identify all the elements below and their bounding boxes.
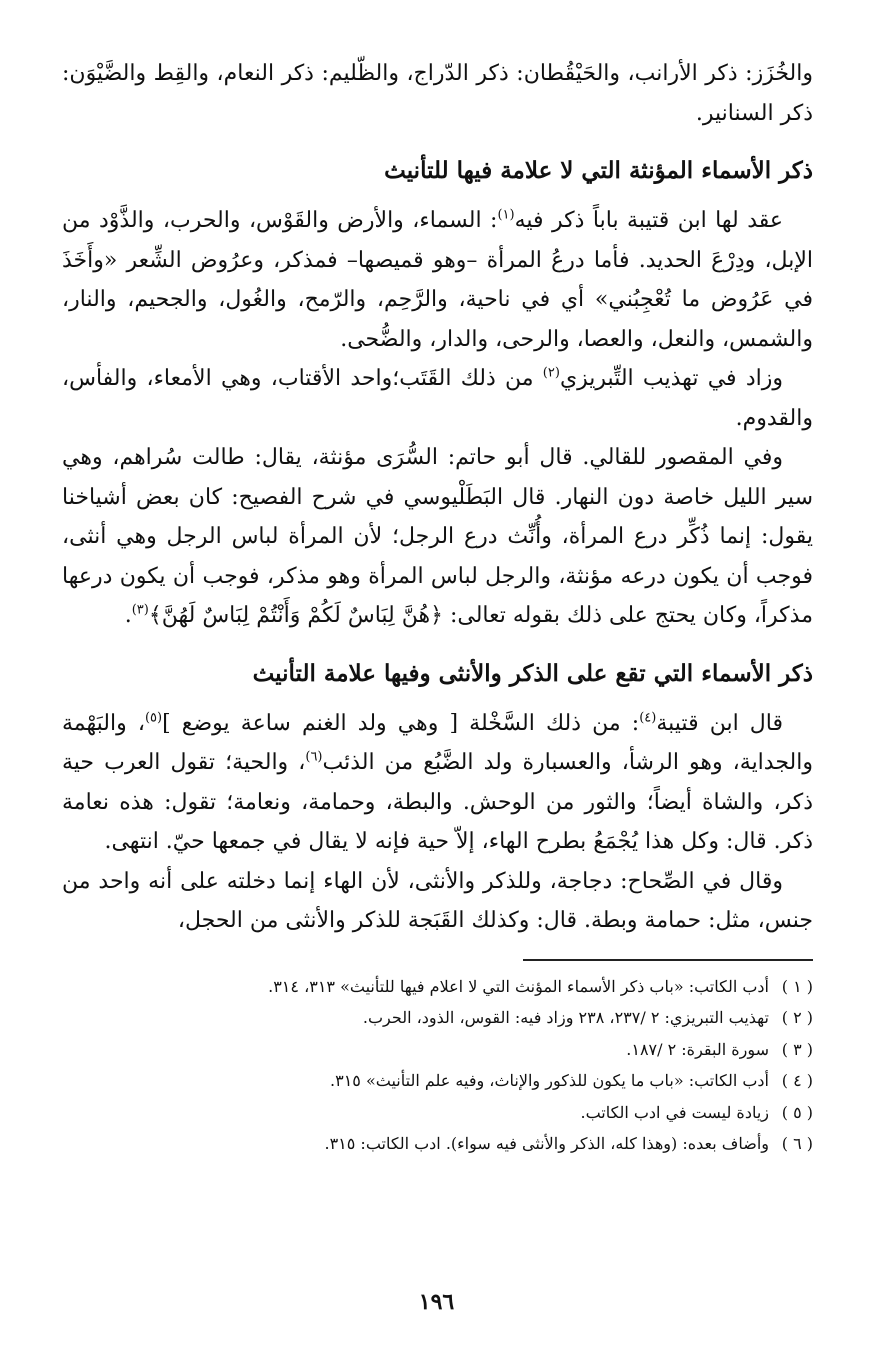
paragraph-text: : السماء، والأرض والقَوْس، والحرب، والذَّوْد من الإبل، ودِرْعَ الحديد. فأما درعُ المرأة –وهو قميصها– فمذكر، وعرُوض الشِّعر «وأَخَذَ في عَرُوض ما تُعْجِبُني» أي في ناحية، والرَّحِم، والرّمح، والغُول، والجحيم، والنار، والشمس، والنعل، والعصا، والرحى، والدار، والضُّحى. bbox=[62, 208, 813, 352]
footnote-number: ( ٦ ) bbox=[781, 1134, 813, 1153]
footnote-text: تهذيب التبريزي: ٢ /٢٣٧، ٢٣٨ وزاد فيه: القوس، الذود، الحرب. bbox=[362, 1008, 769, 1027]
section-heading-feminine-nouns: ذكر الأسماء المؤنثة التي لا علامة فيها للتأنيث bbox=[384, 157, 813, 184]
paragraph-tabrizi bbox=[62, 359, 813, 438]
footnote-item bbox=[62, 1065, 813, 1097]
paragraph-text: وفي المقصور للقالي. قال أبو حاتم: السُّرَى مؤنثة، يقال: طالت سُراهم، وهي سير الليل خاصة دون النهار. قال البَطَلْيوسي في شرح الفصيح: كان بعض أشياخنا يقول: إنما ذُكِّر درع المرأة، وأُنِّث درع الرجل؛ لأن المرأة لباس الرجل وهي أنثى، فوجب أن يكون درعه مؤنثة، والرجل لباس المرأة وهو مذكر، فوجب أن يكون درعها مذكراً، وكان يحتج على ذلك بقوله تعالى: ﴿هُنَّ لِبَاسٌ لَكُمْ وَأَنْتُمْ لِبَاسٌ لَهُنَّ﴾ bbox=[62, 445, 813, 628]
footnote-text: أدب الكاتب: «باب ذكر الأسماء المؤنث التي لا اعلام فيها للتأنيث» ٣١٣، ٣١٤. bbox=[268, 976, 769, 996]
footnote-text: أدب الكاتب: «باب ما يكون للذكور والإناث، وفيه علم التأنيث» ٣١٥. bbox=[330, 1071, 769, 1090]
paragraph-text: من ذلك القَتَب؛واحد الأقتاب، وهي الأمعاء، والفأس، والقدوم. bbox=[62, 366, 813, 431]
footnote-item bbox=[62, 1128, 813, 1160]
footnote-item bbox=[62, 971, 813, 1003]
footnote-item bbox=[62, 1002, 813, 1034]
paragraph-text: ، والبَهْمة والجداية، وهو الرشأ، والعسبارة ولد الضَّبُع من الذئب bbox=[62, 710, 813, 775]
page-number: ١٩٦ bbox=[418, 1289, 455, 1315]
footnote-ref-5[interactable]: (٥) bbox=[144, 710, 163, 726]
paragraph-text: وزاد في تهذيب التِّبريزي bbox=[559, 366, 783, 391]
paragraph-text: قال ابن قتيبة bbox=[656, 710, 784, 736]
paragraph-sihah: وقال في الصِّحاح: دجاجة، وللذكر والأنثى، لأن الهاء إنما دخلته على أنه واحد من جنس، مثل: حمامة وبطة. قال: وكذلك القَبَجة للذكر والأنثى من الحجل، bbox=[62, 868, 813, 933]
paragraph-top: والخُزَز: ذكر الأرانب، والحَيْقُطان: ذكر الدّراج، والظّليم: ذكر النعام، والقِط والضَّيْوَن: ذكر السنانير. bbox=[62, 61, 813, 126]
footnote-ref-4[interactable]: (٤) bbox=[639, 710, 657, 726]
footnotes-list bbox=[62, 971, 813, 1160]
footnote-ref-3[interactable]: (٣) bbox=[131, 602, 149, 618]
paragraph-ibn-qutayba bbox=[62, 201, 813, 359]
footnote-number: ( ١ ) bbox=[781, 976, 813, 996]
paragraph-qali bbox=[62, 438, 813, 636]
footnote-separator bbox=[523, 959, 813, 961]
paragraph-text: . bbox=[124, 603, 132, 628]
footnote-item bbox=[62, 1097, 813, 1129]
footnote-number: ( ٣ ) bbox=[781, 1039, 813, 1059]
footnote-text: سورة البقرة: ٢ /١٨٧. bbox=[626, 1039, 769, 1059]
footnote-number: ( ٥ ) bbox=[781, 1102, 813, 1122]
paragraph-text: عقد لها ابن قتيبة باباً ذكر فيه bbox=[514, 208, 783, 233]
footnote-number: ( ٢ ) bbox=[781, 1008, 813, 1027]
paragraph-text: ، والحية؛ تقول العرب حية ذكر، والشاة أيضاً؛ والثور من الوحش. والبطة، وحمامة، ونعامة؛ تقول: هذه نعامة ذكر. قال: وكل هذا يُجْمَعُ بطرح الهاء، إلاّ حية فإنه لا يقال في جمعها حيّ. انتهى. bbox=[62, 750, 813, 854]
footnote-ref-6[interactable]: (٦) bbox=[305, 749, 323, 765]
footnote-text: وأضاف بعده: (وهذا كله، الذكر والأنثى فيه سواء). ادب الكاتب: ٣١٥. bbox=[324, 1134, 769, 1153]
footnote-text: زيادة ليست في ادب الكاتب. bbox=[580, 1102, 769, 1122]
paragraph-sakhla bbox=[62, 704, 813, 862]
paragraph-text: : من ذلك السَّخْلة [ وهي ولد الغنم ساعة يوضع ] bbox=[162, 710, 640, 736]
footnote-ref-2[interactable]: (٢) bbox=[542, 365, 560, 381]
footnote-ref-1[interactable]: (١) bbox=[497, 207, 515, 223]
section-heading-common-gender-nouns: ذكر الأسماء التي تقع على الذكر والأنثى وفيها علامة التأنيث bbox=[252, 659, 813, 687]
footnote-item bbox=[62, 1034, 813, 1066]
footnote-number: ( ٤ ) bbox=[781, 1071, 813, 1090]
